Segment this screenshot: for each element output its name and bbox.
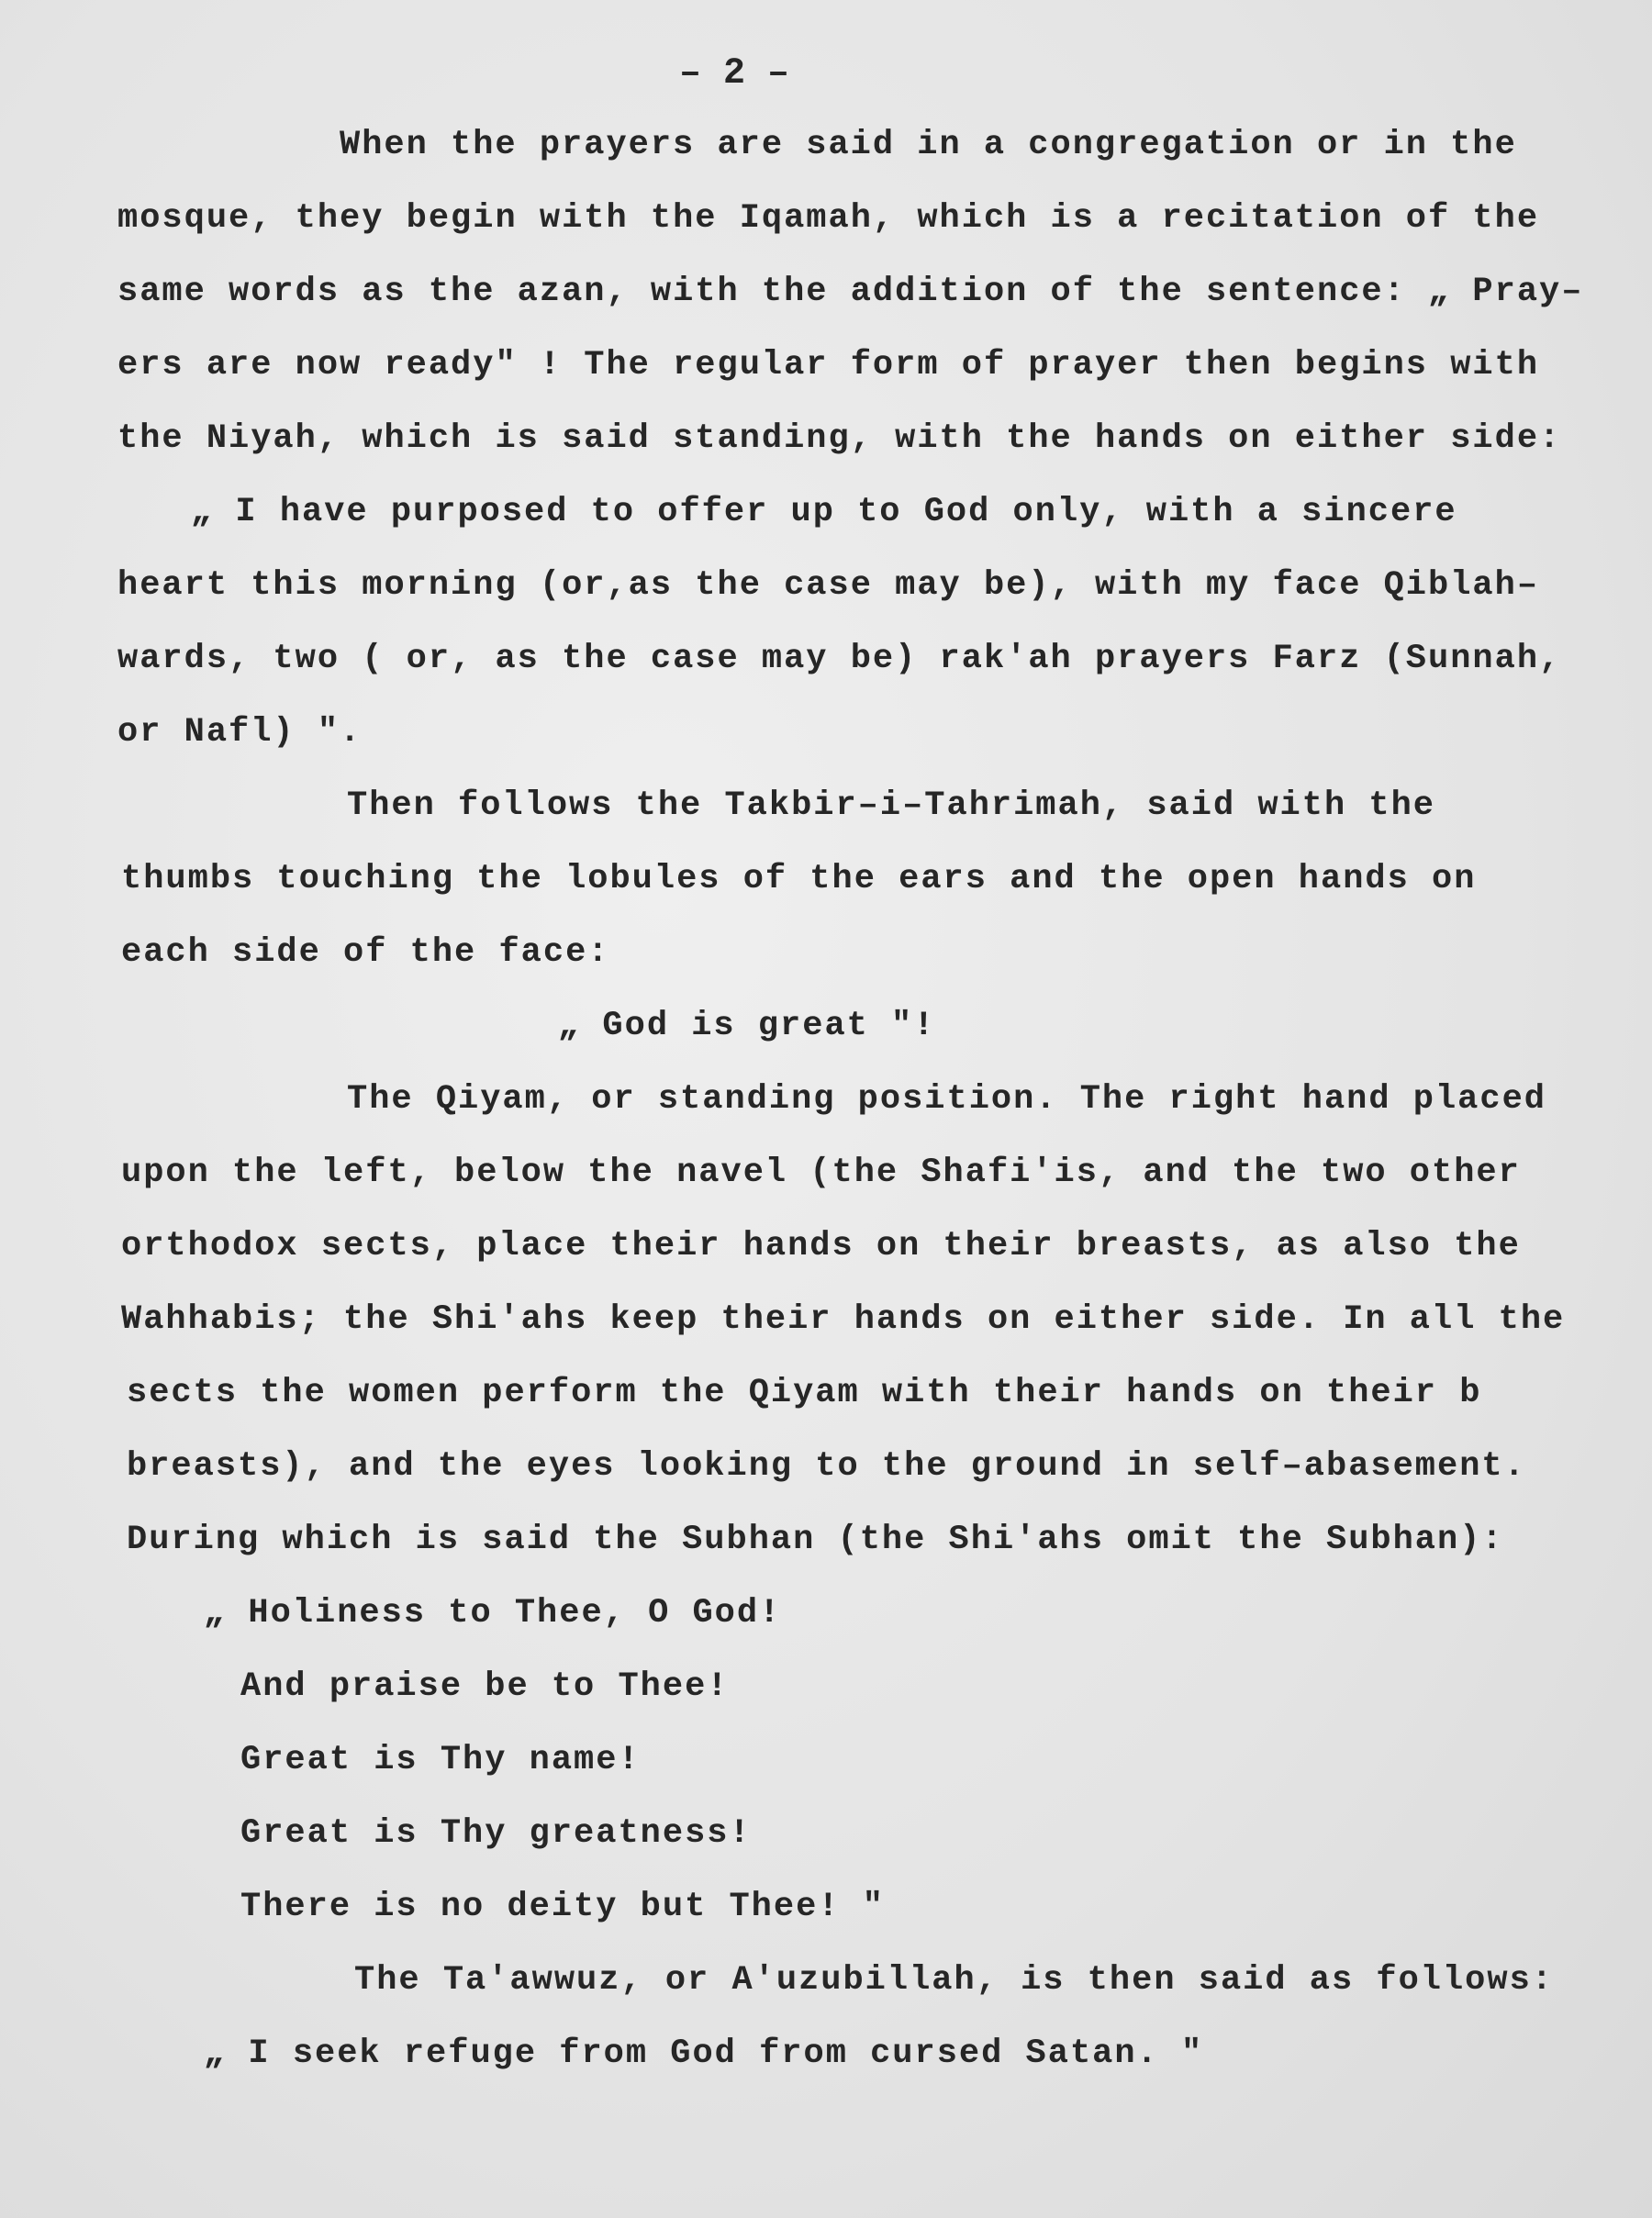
text-line: Great is Thy name! xyxy=(240,1741,641,1779)
text-line: each side of the face: xyxy=(121,933,610,972)
text-line: There is no deity but Thee! " xyxy=(240,1888,885,1926)
text-line: heart this morning (or,as the case may be), with my face Qiblah– xyxy=(117,566,1540,605)
text-line: „ God is great "! xyxy=(558,1007,936,1045)
text-line: mosque, they begin with the Iqamah, which is a recitation of the xyxy=(117,199,1540,238)
page-number: – 2 – xyxy=(679,53,790,95)
text-line: orthodox sects, place their hands on their breasts, as also the xyxy=(121,1227,1521,1265)
text-line: ers are now ready" ! The regular form of prayer then begins with xyxy=(117,346,1540,385)
text-line: The Ta'awwuz, or A'uzubillah, is then said as follows: xyxy=(354,1961,1554,2000)
text-line: wards, two ( or, as the case may be) rak'ah prayers Farz (Sunnah, xyxy=(117,640,1562,678)
text-line: sects the women perform the Qiyam with their hands on their b xyxy=(127,1374,1482,1412)
text-line: same words as the azan, with the addition of the sentence: „ Pray– xyxy=(117,273,1584,311)
text-line: During which is said the Subhan (the Shi'ahs omit the Subhan): xyxy=(127,1521,1504,1559)
text-line: When the prayers are said in a congregation or in the xyxy=(340,126,1517,164)
text-line: upon the left, below the navel (the Shafi'is, and the two other xyxy=(121,1154,1521,1192)
text-line: the Niyah, which is said standing, with the hands on either side: xyxy=(117,419,1562,458)
text-line: breasts), and the eyes looking to the ground in self–abasement. xyxy=(127,1447,1526,1486)
text-line: The Qiyam, or standing position. The right hand placed xyxy=(347,1080,1546,1119)
text-line: or Nafl) ". xyxy=(117,713,363,752)
text-line: „ I seek refuge from God from cursed Satan. " xyxy=(204,2034,1204,2073)
text-line: Great is Thy greatness! xyxy=(240,1814,752,1853)
text-line: And praise be to Thee! xyxy=(240,1667,730,1706)
text-line: thumbs touching the lobules of the ears and the open hands on xyxy=(121,860,1477,898)
text-line: „ I have purposed to offer up to God only, with a sincere xyxy=(191,493,1457,531)
text-line: „ Holiness to Thee, O God! xyxy=(204,1594,782,1633)
text-line: Then follows the Takbir–i–Tahrimah, said with the xyxy=(347,786,1435,825)
text-line: Wahhabis; the Shi'ahs keep their hands on either side. In all the xyxy=(121,1300,1566,1339)
